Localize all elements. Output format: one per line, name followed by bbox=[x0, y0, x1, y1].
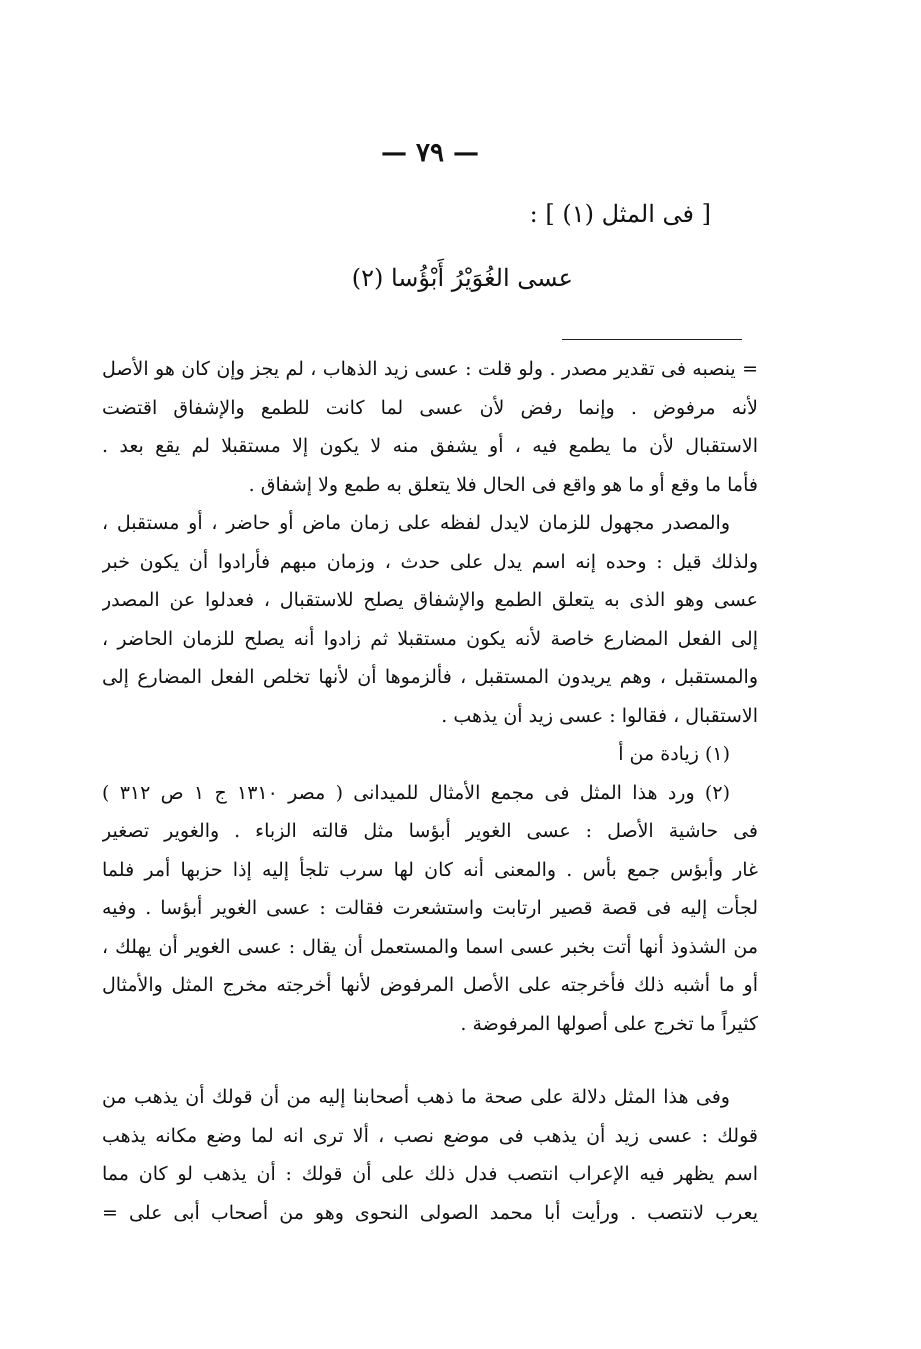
text-line: والمصدر مجهول للزمان لايدل لفظه على زمان ماض أو حاضر ، أو مستقبل ، bbox=[102, 512, 731, 534]
text-line: غار وأبؤس جمع بأس . والمعنى أنه كان لها سرب تلجأ إليه إذا حزبها أمر فلما bbox=[102, 858, 758, 881]
paragraph-masdar bbox=[102, 504, 758, 735]
text-line: قولك : عسى زيد أن يذهب فى موضع نصب ، ألا ترى انه لما وضع مكانه يذهب bbox=[102, 1124, 758, 1147]
text-line: الاستقبال ، فقالوا : عسى زيد أن يذهب . bbox=[441, 704, 758, 727]
text-line: = ينصبه فى تقدير مصدر . ولو قلت : عسى زيد الذهاب ، لم يجز وإن كان هو الأصل bbox=[102, 358, 758, 380]
text-line: كثيراً ما تخرج على أصولها المرفوضة . bbox=[460, 1012, 758, 1035]
text-line: لجأت إليه فى قصة قصير ارتابت واستشعرت فقالت : عسى الغوير أبؤسا . وفيه bbox=[102, 897, 758, 919]
footnote-1: (١) زيادة من أ bbox=[618, 743, 730, 765]
section-header: [ فى المثل (١) ] : bbox=[529, 200, 711, 228]
text-line: اسم يظهر فيه الإعراب انتصب فدل ذلك على أن قولك : أن يذهب لو كان مما bbox=[102, 1163, 758, 1185]
proverb-title: عسى الغُوَيْرُ أَبْؤُسا (٢) bbox=[351, 264, 573, 292]
footnote-2: (٢) ورد هذا المثل فى مجمع الأمثال للميدانى ( مصر ١٣١٠ ج ١ ص ٣١٢ ) bbox=[102, 781, 730, 804]
text-line: من الشذوذ أنها أتت بخبر عسى اسما والمستعمل أن يقال : عسى الغوير أن يهلك ، bbox=[102, 935, 758, 958]
text-line: يعرب لانتصب . ورأيت أبا محمد الصولى النحوى وهو من أصحاب أبى على = bbox=[102, 1201, 758, 1224]
paragraph-example bbox=[102, 1078, 758, 1232]
page-number: — ٧٩ — bbox=[380, 138, 480, 168]
paragraph-continuation bbox=[102, 350, 758, 504]
text-line: لأنه مرفوض . وإنما رفض لأن عسى لما كانت للطمع والإشفاق اقتضت bbox=[102, 396, 758, 419]
text-line: وفى هذا المثل دلالة على صحة ما ذهب أصحابنا إليه من أن قولك أن يذهب من bbox=[102, 1086, 730, 1108]
footnotes bbox=[102, 735, 758, 1043]
text-line: أو ما أشبه ذلك فأخرجته على الأصل المرفوض لأنها أخرجته مخرج المثل والأمثال bbox=[102, 974, 758, 996]
text-line: عسى وهو الذى به يتعلق الطمع والإشفاق يصلح للاستقبال ، فعدلوا عن المصدر bbox=[102, 589, 758, 611]
text-line: إلى الفعل المضارع خاصة لأنه يكون مستقبلا ثم زادوا أنه يصلح للزمان الحاضر ، bbox=[102, 627, 758, 650]
text-line: فأما ما وقع أو ما هو واقع فى الحال فلا يتعلق به طمع ولا إشفاق . bbox=[248, 473, 758, 496]
text-line: والمستقبل ، وهم يريدون المستقبل ، فألزموها أن لأنها تخلص الفعل المضارع إلى bbox=[102, 666, 758, 688]
footnote-separator-rule bbox=[562, 339, 742, 340]
text-line: ولذلك قيل : وحده إنه اسم يدل على حدث ، وزمان مبهم فأرادوا أن يكون خبر bbox=[102, 550, 758, 573]
text-line: فى حاشية الأصل : عسى الغوير أبؤسا مثل قالته الزباء . والغوير تصغير bbox=[102, 820, 758, 842]
text-line: الاستقبال لأن ما يطمع فيه ، أو يشفق منه لا يكون إلا مستقبلا لم يقع بعد . bbox=[102, 435, 758, 457]
